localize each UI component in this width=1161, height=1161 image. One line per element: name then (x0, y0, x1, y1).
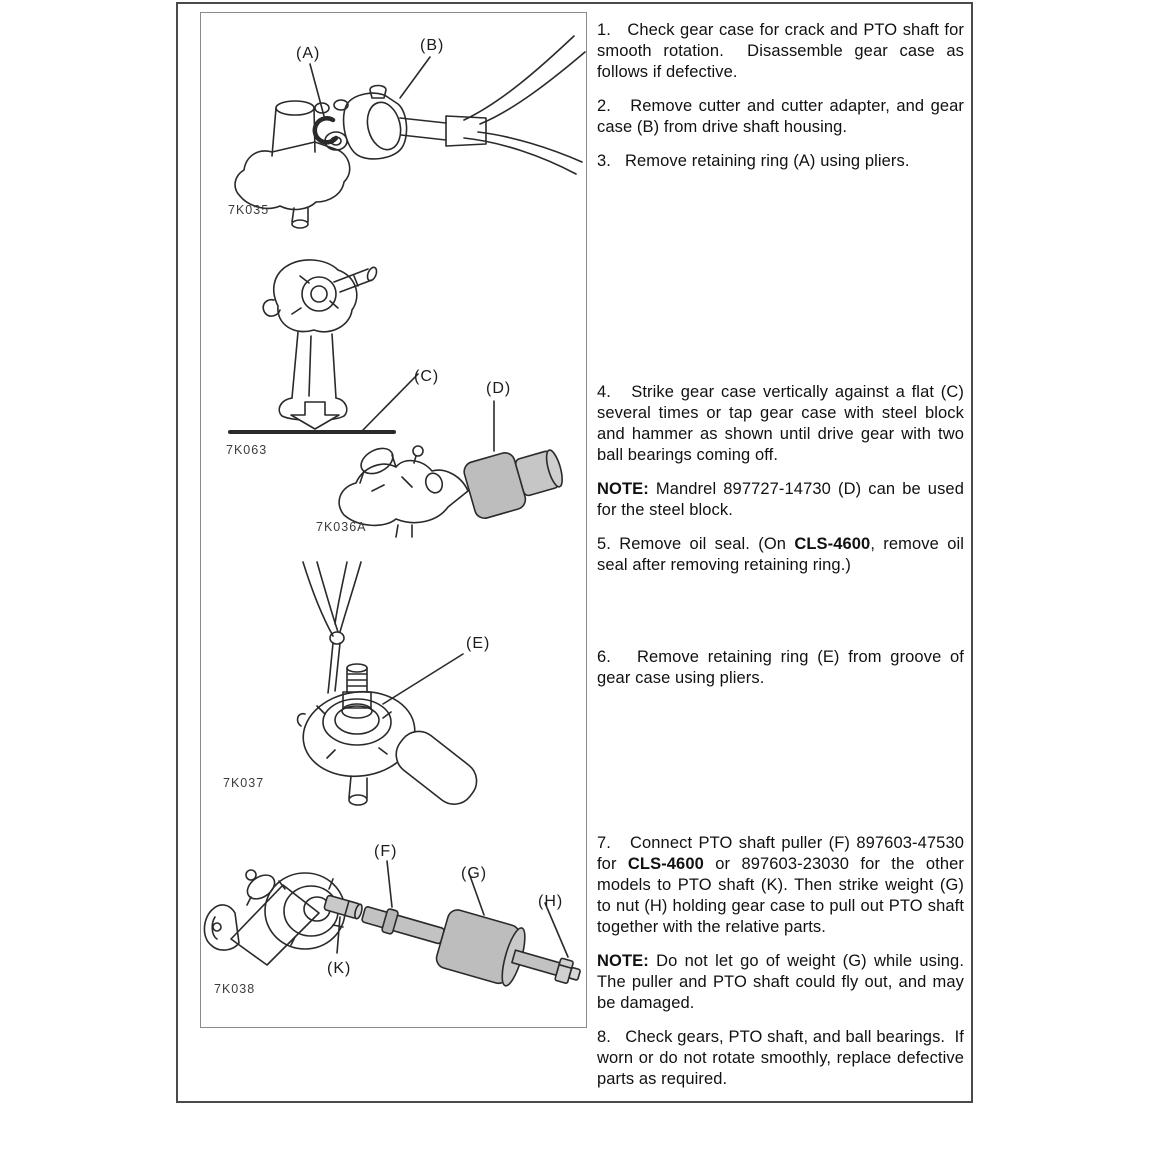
step-2 (597, 96, 964, 138)
step-7 (597, 833, 964, 938)
note-weight-text: Do not let go of weight (G) while using. The puller and PTO shaft could fly out, and may be damaged. (597, 952, 964, 1012)
figure-code-7k036a: 7K036A (316, 520, 367, 534)
part-label-g: (G) (461, 865, 488, 882)
part-label-f: (F) (374, 843, 398, 860)
step-5-post: , remove oil seal after removing retaining ring.) (597, 535, 964, 574)
part-label-e: (E) (466, 635, 491, 652)
mandrel-drawing (322, 397, 567, 537)
pliers-handle-lower (464, 132, 582, 174)
part-label-d: (D) (486, 380, 512, 397)
figure-7k038 (201, 847, 581, 1007)
note-label: NOTE: (597, 952, 649, 970)
step-4-text: 4. Strike gear case vertically against a flat (C) several times or tap gear case with steel block and hammer as shown until drive gear with two ball bearings coming off. (597, 383, 964, 464)
ring-e-removal-drawing (287, 562, 507, 807)
step-7-pre: 7. Connect PTO shaft puller (F) 897603-47530 for (597, 834, 964, 873)
figure-7k036a (322, 397, 567, 537)
note-mandrel-text: Mandrel 897727-14730 (D) can be used for the steel block. (597, 480, 964, 519)
figure-code-7k063: 7K063 (226, 443, 268, 457)
gear-case-body (235, 142, 350, 209)
pto-puller-drawing (201, 847, 581, 1007)
step-5 (597, 534, 964, 576)
step-3 (597, 151, 964, 172)
leader-h (545, 903, 568, 957)
figure-code-7k035: 7K035 (228, 203, 270, 217)
pliers-tips (328, 643, 340, 693)
step-6-text: 6. Remove retaining ring (E) from groove of gear case using pliers. (597, 648, 964, 687)
model-name: CLS-4600 (627, 855, 704, 873)
housing-tube (292, 332, 336, 398)
step-4 (597, 382, 964, 466)
part-label-b: (B) (420, 37, 445, 54)
step-6 (597, 647, 964, 689)
instruction-block-2 (597, 382, 964, 576)
figure-code-7k038: 7K038 (214, 982, 256, 996)
step-3-text: 3. Remove retaining ring (A) using pliers. (597, 152, 910, 170)
part-label-h: (H) (538, 893, 564, 910)
pto-shaft-k (324, 895, 364, 920)
gear-head (274, 260, 357, 332)
puller-rod-f (361, 906, 444, 944)
manual-page (176, 2, 973, 1103)
step-1-text: 1. Check gear case for crack and PTO shaft for smooth rotation. Disassemble gear case as follows if defective. (597, 21, 964, 81)
pliers-handles (303, 562, 361, 636)
leader-b (400, 57, 430, 98)
step-8 (597, 1027, 964, 1090)
note-weight (597, 951, 964, 1014)
gear-case-body (339, 461, 468, 526)
step-1 (597, 20, 964, 83)
part-label-c: (C) (414, 368, 440, 385)
housing (388, 723, 484, 812)
boss-top (276, 101, 314, 115)
gear-case-b-cup (344, 93, 407, 159)
note-mandrel (597, 479, 964, 521)
figure-code-7k037: 7K037 (223, 776, 265, 790)
figure-7k037 (287, 562, 507, 807)
note-label: NOTE: (597, 480, 649, 498)
part-label-k: (K) (327, 960, 352, 977)
step-8-text: 8. Check gears, PTO shaft, and ball bearings. If worn or do not rotate smoothly, replace defective parts as required. (597, 1028, 964, 1088)
gear-case-pliers-drawing (202, 24, 586, 229)
step-5-pre: 5. Remove oil seal. (On (597, 535, 795, 553)
pto-shaft-top (347, 664, 367, 672)
figure-7k035 (202, 24, 586, 229)
leader-e (383, 654, 463, 704)
mandrel-d (462, 439, 568, 521)
part-label-a: (A) (296, 45, 321, 62)
instruction-block-4 (597, 833, 964, 1090)
leader-f (387, 861, 392, 907)
leader-k (337, 917, 340, 953)
model-name: CLS-4600 (794, 535, 871, 553)
step-7-post: or 897603-23030 for the other models to PTO shaft (K). Then strike weight (G) to nut (H) holding gear case to pull out PTO shaft together with the relative parts. (597, 855, 964, 936)
instruction-block-1 (597, 20, 964, 172)
pliers-handle-upper (464, 36, 585, 124)
step-2-text: 2. Remove cutter and cutter adapter, and gear case (B) from drive shaft housing. (597, 97, 964, 136)
leader-a (310, 64, 324, 116)
instruction-block-3 (597, 647, 964, 689)
gear-case-body (231, 885, 319, 965)
